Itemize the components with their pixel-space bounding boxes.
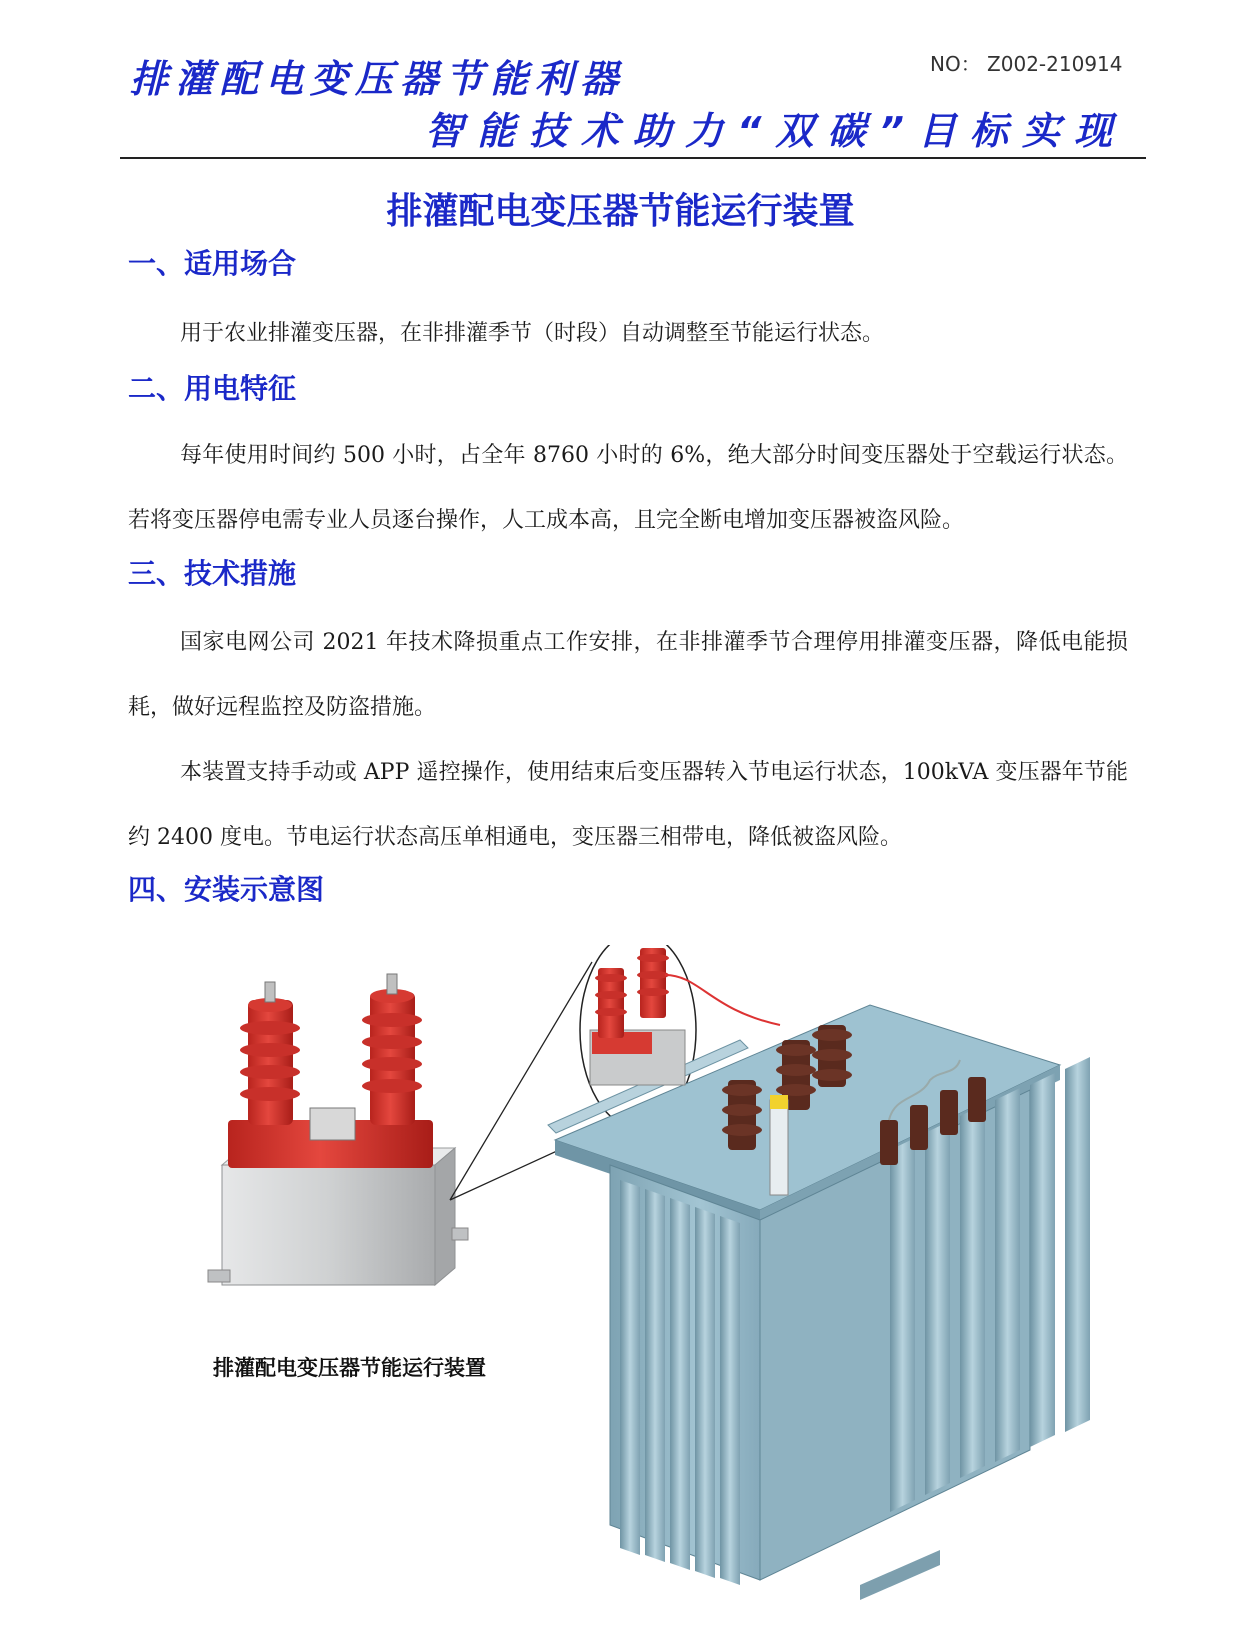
insulator-left [240, 982, 300, 1125]
header-divider [120, 157, 1146, 159]
section-heading-3: 三、技术措施 [128, 557, 297, 590]
section-heading-2: 二、用电特征 [128, 372, 297, 405]
banner-line-1: 排灌配电变压器节能利器 [130, 57, 626, 101]
section-2-paragraph-1: 每年使用时间约 500 小时，占全年 8760 小时的 6%，绝大部分时间变压器处于空载运行状态。若将变压器停电需专业人员逐台操作，人工成本高，且完全断电增加变压器被盗风险。 [128, 443, 1128, 533]
page-title: 排灌配电变压器节能运行装置 [386, 191, 855, 232]
section-3-paragraph-1: 国家电网公司 2021 年技术降损重点工作安排，在非排灌季节合理停用排灌变压器，降低电能损耗，做好远程监控及防盗措施。 [128, 630, 1128, 720]
section-heading-1: 一、适用场合 [128, 247, 297, 280]
section-heading-4: 四、安装示意图 [128, 873, 325, 906]
figure-caption: 排灌配电变压器节能运行装置 [213, 1356, 486, 1380]
section-1-paragraph-1: 用于农业排灌变压器，在非排灌季节（时段）自动调整至节能运行状态。 [180, 321, 885, 346]
banner-line-2: 智能技术助力“双碳”目标实现 [425, 109, 1126, 153]
section-3-paragraph-2: 本装置支持手动或 APP 遥控操作，使用结束后变压器转入节电运行状态，100kVA 变压器年节能约 2400 度电。节电运行状态高压单相通电，变压器三相带电，降低被盗风险。 [128, 760, 1128, 850]
transformer-illustration [548, 948, 1090, 1600]
installation-diagram [200, 945, 1200, 1629]
radiator-fins-front [620, 1180, 740, 1585]
device-illustration [208, 974, 468, 1285]
insulator-right [362, 974, 422, 1125]
document-number: NO： Z002-210914 [930, 52, 1123, 76]
